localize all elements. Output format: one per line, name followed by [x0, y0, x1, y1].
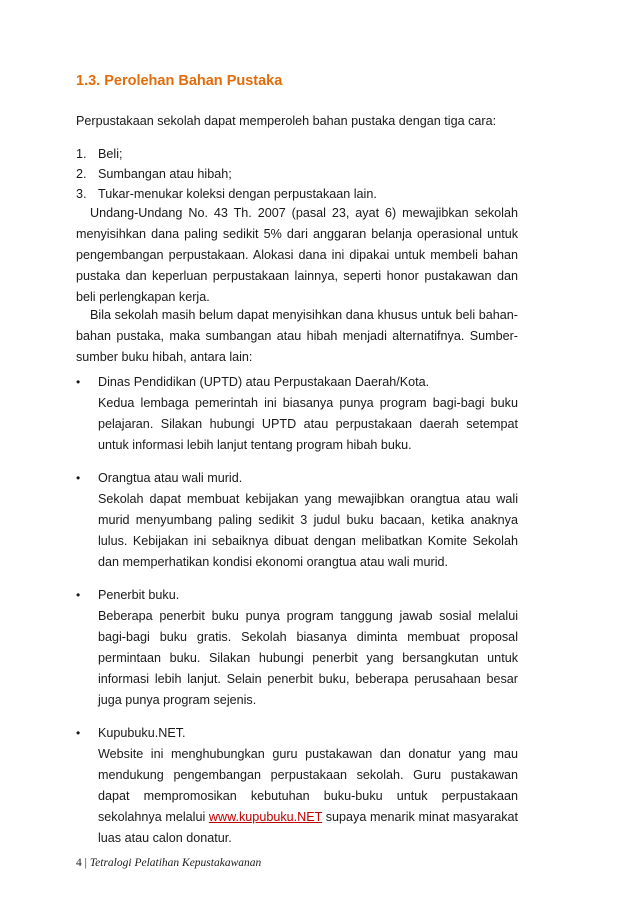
- bullet-icon: •: [76, 471, 81, 485]
- bullet-item-dinas-pendidikan: [76, 372, 518, 456]
- kupubuku-link[interactable]: www.kupubuku.NET: [208, 810, 323, 824]
- bullet-body: Sekolah dapat membuat kebijakan yang mewajibkan orangtua atau wali murid menyumbang paling sedikit 3 judul buku bacaan, ketika anaknya lulus. Kebijakan ini sebaiknya dibuat dengan melibatkan Komite Sekolah dan memperhatikan kondisi ekonomi orangtua atau wali murid.: [98, 492, 518, 569]
- paragraph-donation-sources: [76, 305, 518, 368]
- bullet-body-before: Website ini menghubungkan guru pustakawan dan donatur yang mau mendukung pengembangan perpustakaan sekolah. Guru pustakawan dapat mempromosikan kebutuhan buku-buku untuk perpustakaan sekolahnya melalui: [98, 747, 518, 824]
- bullet-item-penerbit: [76, 585, 518, 711]
- paragraph-budget-law: [76, 203, 518, 308]
- bullet-title: Orangtua atau wali murid.: [98, 471, 243, 485]
- bullet-icon: •: [76, 726, 81, 740]
- list-number: 2.: [76, 167, 87, 181]
- intro-text: Perpustakaan sekolah dapat memperoleh bahan pustaka dengan tiga cara:: [76, 114, 497, 128]
- section-heading: 1.3. Perolehan Bahan Pustaka: [76, 73, 283, 89]
- footer-title: Tetralogi Pelatihan Kepustakawanan: [89, 857, 262, 869]
- list-item: [76, 164, 518, 184]
- bullet-body-after: supaya menarik minat masyarakat luas atau calon donatur.: [98, 810, 518, 845]
- page-number: 4: [76, 857, 82, 869]
- list-item: [76, 144, 518, 164]
- bullet-body: Beberapa penerbit buku punya program tanggung jawab sosial melalui bagi-bagi buku gratis. Sekolah biasanya diminta membuat proposal permintaan buku. Silakan hubungi penerbit yang bersangkutan untuk informasi lebih lanjut. Selain penerbit buku, beberapa perusahaan besar juga punya program sejenis.: [98, 609, 518, 707]
- bullet-list: [76, 372, 518, 849]
- paragraph-text: Bila sekolah masih belum dapat menyisihkan dana khusus untuk beli bahan-bahan pustaka, maka sumbangan atau hibah menjadi alternatifnya. Sumber-sumber buku hibah, antara lain:: [76, 308, 518, 364]
- page-footer: [76, 857, 261, 869]
- footer-separator: |: [84, 857, 87, 869]
- bullet-item-kupubuku: [76, 723, 518, 849]
- list-number: 3.: [76, 187, 87, 201]
- bullet-icon: •: [76, 375, 81, 389]
- list-text: Tukar-menukar koleksi dengan perpustakaan lain.: [98, 187, 377, 201]
- bullet-item-orangtua: [76, 468, 518, 573]
- list-item: [76, 184, 518, 204]
- bullet-icon: •: [76, 588, 81, 602]
- bullet-title: Kupubuku.NET.: [98, 726, 186, 740]
- list-text: Sumbangan atau hibah;: [98, 167, 232, 181]
- bullet-body: [98, 744, 518, 849]
- list-number: 1.: [76, 147, 87, 161]
- bullet-body: Kedua lembaga pemerintah ini biasanya punya program bagi-bagi buku pelajaran. Silakan hubungi UPTD atau perpustakaan daerah setempat untuk informasi lebih lanjut tentang program hibah buku.: [98, 396, 518, 452]
- paragraph-text: Undang-Undang No. 43 Th. 2007 (pasal 23, ayat 6) mewajibkan sekolah menyisihkan dana paling sedikit 5% dari anggaran belanja operasional untuk pengembangan perpustakaan. Alokasi dana ini dipakai untuk membeli bahan pustaka dan keperluan perpustakaan lainnya, seperti honor pustakawan dan beli perlengkapan kerja.: [76, 206, 518, 304]
- bullet-title: Penerbit buku.: [98, 588, 180, 602]
- bullet-title: Dinas Pendidikan (UPTD) atau Perpustakaan Daerah/Kota.: [98, 375, 430, 389]
- list-text: Beli;: [98, 147, 123, 161]
- numbered-list: [76, 144, 518, 204]
